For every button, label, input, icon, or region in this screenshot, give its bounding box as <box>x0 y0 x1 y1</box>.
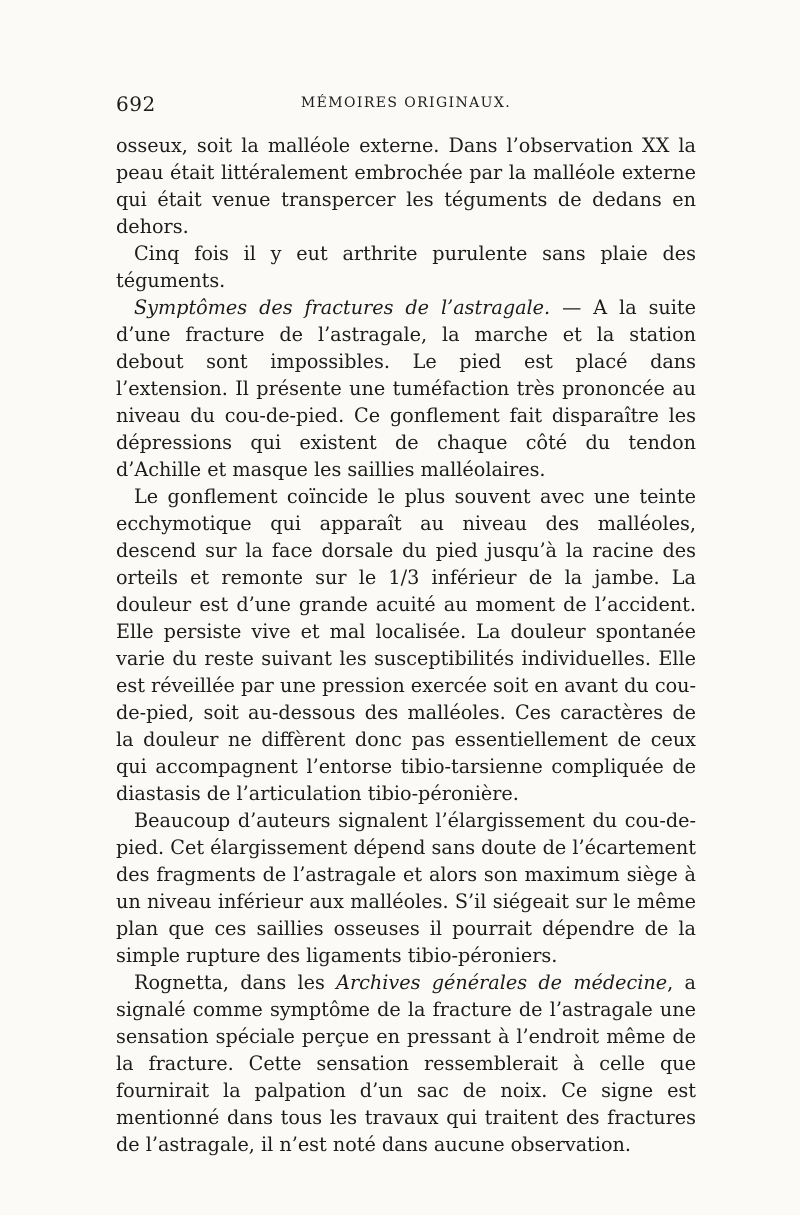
body-text <box>116 132 696 1158</box>
book-page <box>116 92 696 1158</box>
paragraph-3 <box>116 294 696 483</box>
paragraph-6 <box>116 969 696 1158</box>
running-title: MÉMOIRES ORIGINAUX. <box>300 95 512 111</box>
paragraph-6-end: , a signalé comme symptôme de la fracture de l’astragale une sensation spéciale perçue en pressant à l’endroit même de la fracture. Cette sensation ressemblerait à celle que fournirait la palpation d’un sac de noix. Ce signe est mentionné dans tous les travaux qui traitent des fractures de l’astragale, il n’est noté dans aucune observation. <box>116 971 696 1156</box>
journal-title: Archives générales de médecine <box>336 971 668 994</box>
paragraph-2: Cinq fois il y eut arthrite purulente sans plaie des téguments. <box>116 242 696 292</box>
paragraph-5: Beaucoup d’auteurs signalent l’élargissement du cou-de-pied. Cet élargissement dépend sans doute de l’écartement des fragments de l’astragale et alors son maximum siège à un niveau inférieur aux malléoles. S’il siégeait sur le même plan que ces saillies osseuses il pourrait dépendre de la simple rupture des ligaments tibio-péroniers. <box>116 809 696 967</box>
section-heading: Symptômes des fractures de l’astragale. <box>134 296 551 319</box>
paragraph-4: Le gonflement coïncide le plus souvent avec une teinte ecchymotique qui apparaît au niveau des malléoles, descend sur la face dorsale du pied jusqu’à la racine des orteils et remonte sur le 1/3 inférieur de la jambe. La douleur est d’une grande acuité au moment de l’accident. Elle persiste vive et mal localisée. La douleur spontanée varie du reste suivant les susceptibilités individuelles. Elle est réveillée par une pression exercée soit en avant du cou-de-pied, soit au-dessous des malléoles. Ces caractères de la douleur ne diffèrent donc pas essentiellement de ceux qui accompagnent l’entorse tibio-tarsienne compliquée de diastasis de l’articulation tibio-péronière. <box>116 485 696 805</box>
page-number: 692 <box>116 92 156 116</box>
page-header <box>116 92 696 122</box>
paragraph-6-start: Rognetta, dans les <box>134 971 337 994</box>
paragraph-1: osseux, soit la malléole externe. Dans l’observation XX la peau était littéralement embrochée par la malléole externe qui était venue transpercer les téguments de dedans en dehors. <box>116 134 696 238</box>
paragraph-3-text: — A la suite d’une fracture de l’astragale, la marche et la station debout sont impossibles. Le pied est placé dans l’extension. Il présente une tuméfaction très prononcée au niveau du cou-de-pied. Ce gonflement fait disparaître les dépressions qui existent de chaque côté du tendon d’Achille et masque les saillies malléolaires. <box>116 296 696 481</box>
